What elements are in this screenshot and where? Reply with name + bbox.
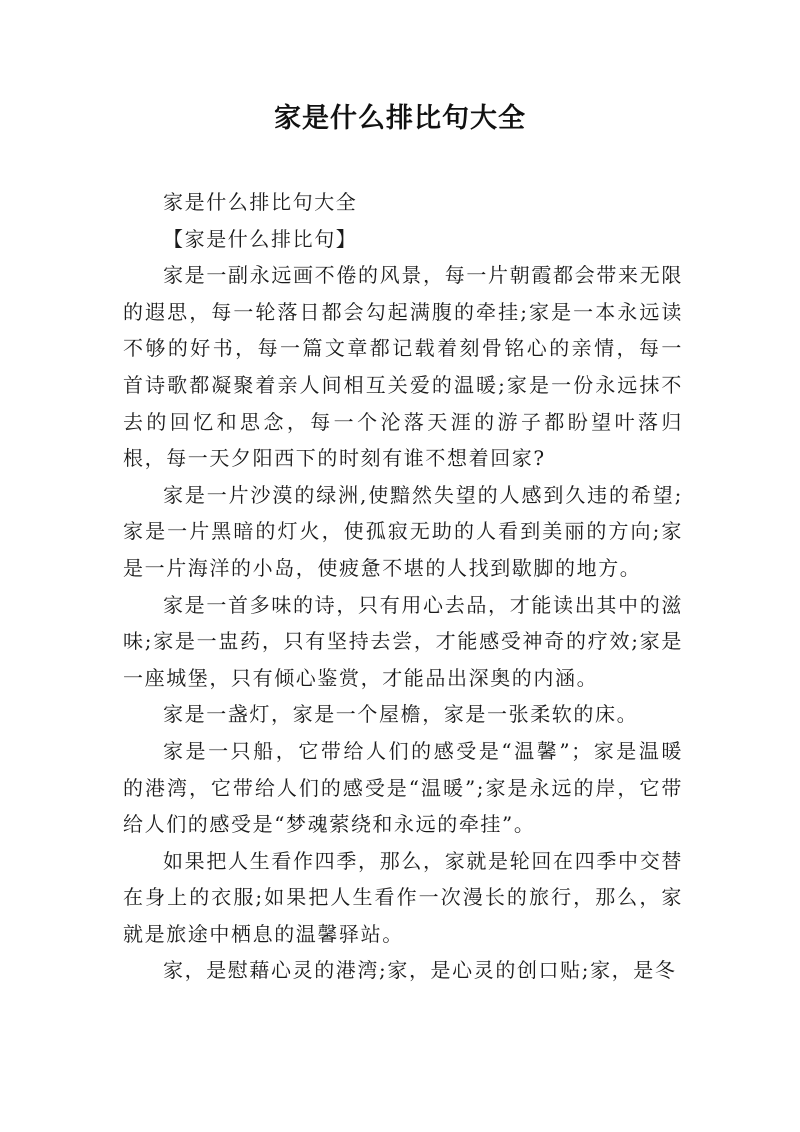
document-body [123,184,683,989]
paragraph: 家是一只船，它带给人们的感受是“温馨”；家是温暖的港湾，它带给人们的感受是“温暖”;家是永远的岸，它带给人们的感受是“梦魂萦绕和永远的牵挂”。 [123,738,683,837]
paragraph-truncated: 家，是慰藉心灵的港湾;家，是心灵的创口贴;家，是冬 [163,958,677,983]
paragraph-section-heading: 【家是什么排比句】 [163,226,358,251]
paragraph: 家是一盏灯，家是一个屋檐，家是一张柔软的床。 [163,702,639,727]
document-title: 家是什么排比句大全 [274,103,526,134]
paragraph: 家是一片沙漠的绿洲,使黯然失望的人感到久违的希望;家是一片黑暗的灯火，使孤寂无助的人看到美丽的方向;家是一片海洋的小岛，使疲惫不堪的人找到歇脚的地方。 [123,482,683,580]
paragraph: 如果把人生看作四季，那么，家就是轮回在四季中交替在身上的衣服;如果把人生看作一次漫长的旅行，那么，家就是旅途中栖息的温馨驿站。 [123,848,683,946]
paragraph: 家是一副永远画不倦的风景，每一片朝霞都会带来无限的遐思，每一轮落日都会勾起满腹的牵挂;家是一本永远读不够的好书，每一篇文章都记载着刻骨铭心的亲情，每一首诗歌都凝聚着亲人间相互关爱的温暖;家是一份永远抹不去的回忆和思念，每一个沦落天涯的游子都盼望叶落归根，每一天夕阳西下的时刻有谁不想着回家? [123,263,683,471]
paragraph: 家是一首多味的诗，只有用心去品，才能读出其中的滋味;家是一盅药，只有坚持去尝，才能感受神奇的疗效;家是一座城堡，只有倾心鉴赏，才能品出深奥的内涵。 [123,592,683,690]
paragraph-subtitle: 家是什么排比句大全 [163,190,358,214]
